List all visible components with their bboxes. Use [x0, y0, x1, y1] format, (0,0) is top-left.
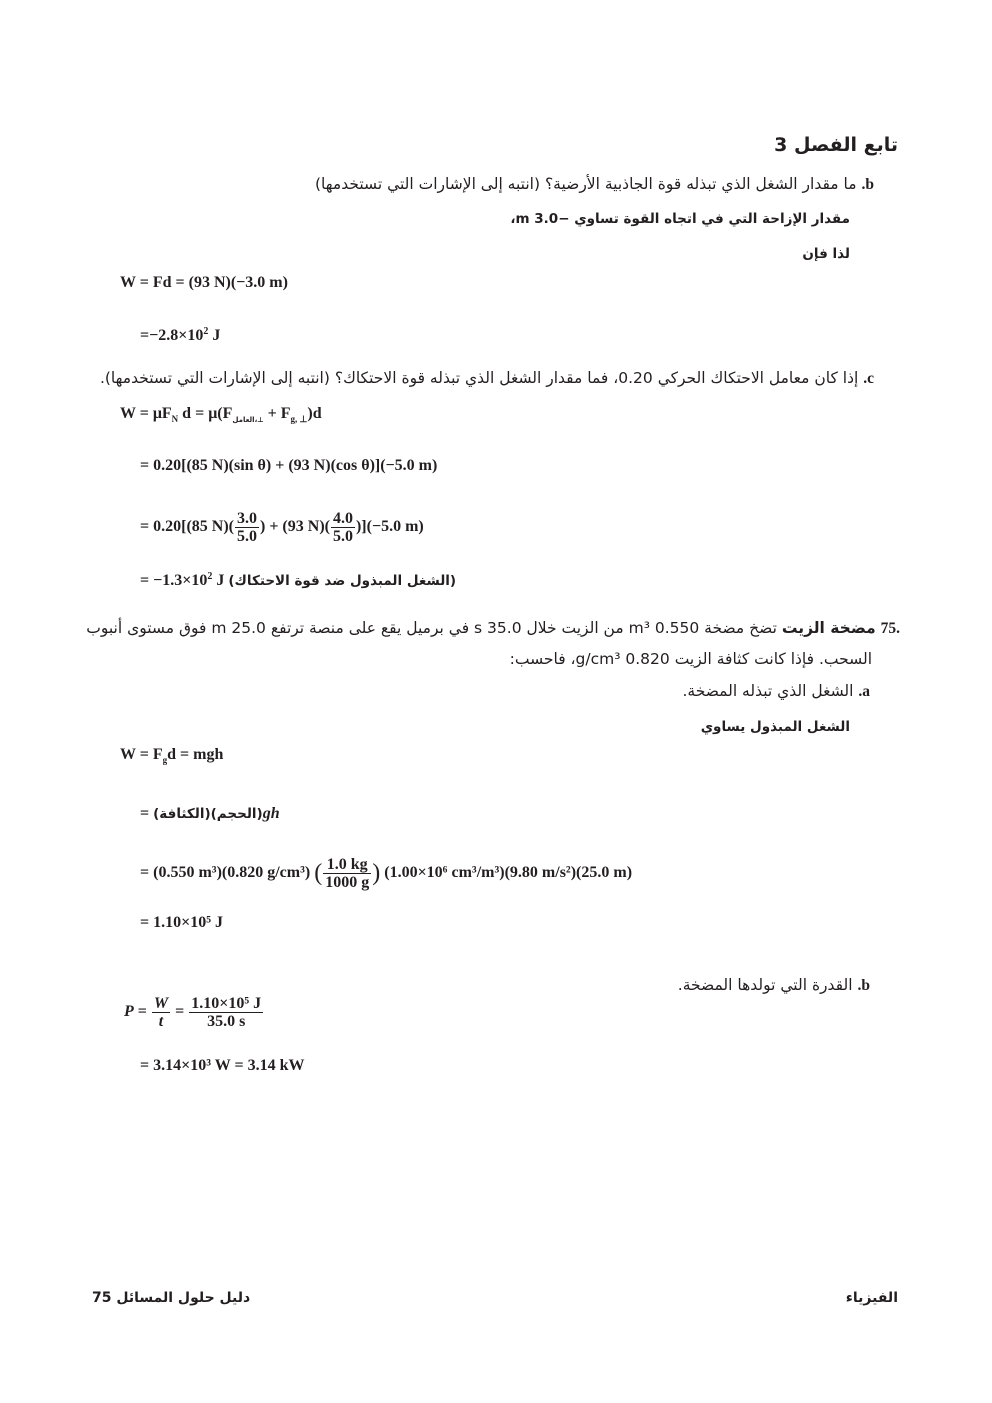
fraction-numerator: 4.0 [332, 510, 353, 527]
footer-page-label: دليل حلول المسائل 75 [92, 1290, 251, 1306]
part-c-eq1-sub-g: g, ⊥ [290, 414, 308, 424]
part-c-eq1-part-a: W = μF [120, 405, 172, 422]
part-a-equation-3 [140, 856, 632, 891]
part-c-question-text: إذا كان معامل الاحتكاك الحركي 0.20، فما مقدار الشغل الذي تبذله قوة الاحتكاك؟ (انتبه إلى الإشارات التي تستخدمها). [99, 369, 859, 387]
part-c-eq3-fraction-2 [331, 510, 355, 545]
fraction-denominator: t [158, 1013, 164, 1030]
close-paren: ) [372, 860, 381, 886]
part-c-eq4-unit: J [212, 572, 229, 589]
part-b2-question [678, 976, 870, 995]
part-a-eq3-part-a: = (0.550 m³)(0.820 g/cm³) [140, 864, 315, 882]
fraction-denominator: 35.0 s [207, 1013, 246, 1030]
part-c-eq1-part-b: d = μ(F [178, 405, 233, 422]
part-a-eq3-fraction [323, 856, 371, 891]
part-b-note-displacement: مقدار الإزاحة التي في اتجاه القوة تساوي −3.0 m، [510, 211, 850, 227]
part-c-eq3-fraction-1 [235, 510, 259, 545]
part-a-eq1-part-b: d = mgh [167, 746, 224, 763]
part-a-eq2-arabic: (الكثافة)(الحجم) [153, 806, 263, 822]
problem-75-title: مضخة الزيت [781, 619, 876, 637]
part-a-eq2-part-b: gh [262, 805, 280, 822]
part-b-eq2-exponent: 2 [203, 326, 209, 337]
part-c-label: c. [863, 370, 874, 387]
part-a-equation-1 [120, 746, 223, 764]
part-a-equation-2 [140, 805, 280, 823]
fraction-numerator: 3.0 [236, 510, 257, 527]
part-c-equation-1 [120, 405, 322, 423]
page-title: تابع الفصل 3 [774, 134, 898, 156]
power-symbol: P [124, 1003, 134, 1021]
part-c-eq3-part-c: )](−5.0 m) [355, 518, 424, 536]
part-c-question [100, 369, 874, 388]
problem-75-line-1 [86, 619, 900, 638]
fraction-denominator: 1000 g [325, 874, 370, 891]
part-b2-fraction-1 [152, 995, 170, 1030]
part-c-equation-3 [140, 510, 424, 545]
part-b2-question-text: القدرة التي تولدها المضخة. [677, 976, 853, 994]
part-b-note-therefore: لذا فإن [802, 246, 850, 262]
part-a-label: a. [858, 683, 870, 700]
part-c-eq4-value: = −1.3×10 [140, 572, 208, 589]
open-paren: ( [314, 860, 323, 886]
part-b-question [315, 175, 874, 194]
fraction-numerator: 1.0 kg [323, 856, 371, 874]
part-a-eq1-sub-g: g [162, 755, 168, 765]
part-b-equation-1: W = Fd = (93 N)(−3.0 m) [120, 274, 288, 291]
part-b2-equation-1: P = $\frac{W}{t}$ = $\frac{\text{1.10×10⁵ J}}{35.0 s}$ [124, 995, 262, 1030]
part-a-note: الشغل المبذول يساوي [700, 719, 850, 735]
part-b-equation-2 [140, 327, 220, 345]
footer-subject: الفيزياء [845, 1290, 898, 1306]
part-c-equation-2: = 0.20[(85 N)(sin θ) + (93 N)(cos θ)](−5.0 m) [140, 457, 438, 474]
part-c-eq4-note: (الشغل المبذول ضد قوة الاحتكاك) [228, 573, 457, 589]
problem-75-line-2: السحب. فإذا كانت كثافة الزيت 0.820 g/cm³، فاحسب: [509, 650, 872, 668]
part-a-eq3-part-b: (1.00×10⁶ cm³/m³)(9.80 m/s²)(25.0 m) [380, 864, 633, 882]
part-b-eq2-value: =−2.8×10 [140, 327, 204, 344]
part-a-equation-4: = 1.10×10⁵ J [140, 914, 224, 931]
fraction-denominator: 5.0 [236, 528, 257, 545]
part-c-eq1-sub-n: N [171, 414, 179, 424]
part-c-eq3-part-b: ) + (93 N)( [259, 518, 330, 536]
part-c-eq1-part-c: + F [263, 405, 291, 422]
part-c-eq1-sub-applied: العامل،⊥ [232, 416, 264, 424]
part-a-question-text: الشغل الذي تبذله المضخة. [682, 682, 854, 700]
part-b2-fraction-2 [189, 995, 263, 1030]
part-a-eq1-part-a: W = F [120, 746, 163, 763]
part-a-eq2-part-a: = [140, 805, 154, 822]
fraction-denominator: 5.0 [332, 528, 353, 545]
part-a-question [682, 682, 870, 701]
part-b-label: b. [861, 176, 874, 193]
part-c-equation-4 [140, 572, 456, 590]
part-c-eq1-part-d: )d [307, 405, 322, 422]
part-b-eq2-unit: J [208, 327, 221, 344]
fraction-numerator: W [153, 995, 169, 1012]
part-b2-equation-2: = 3.14×10³ W = 3.14 kW [140, 1057, 305, 1074]
part-b-question-text: ما مقدار الشغل الذي تبذله قوة الجاذبية الأرضية؟ (انتبه إلى الإشارات التي تستخدمها) [314, 175, 857, 193]
part-c-eq4-exponent: 2 [207, 571, 213, 582]
part-c-eq3-part-a: = 0.20[(85 N)( [140, 518, 234, 536]
fraction-numerator: 1.10×10⁵ J [191, 995, 262, 1012]
problem-75-text-1: تضخ مضخة 0.550 m³ من الزيت خلال 35.0 s في برميل يقع على منصة ترتفع 25.0 m فوق مستوى أنبوب [86, 619, 777, 637]
problem-75-number: .75 [880, 620, 900, 637]
part-b2-label: b. [857, 977, 870, 994]
